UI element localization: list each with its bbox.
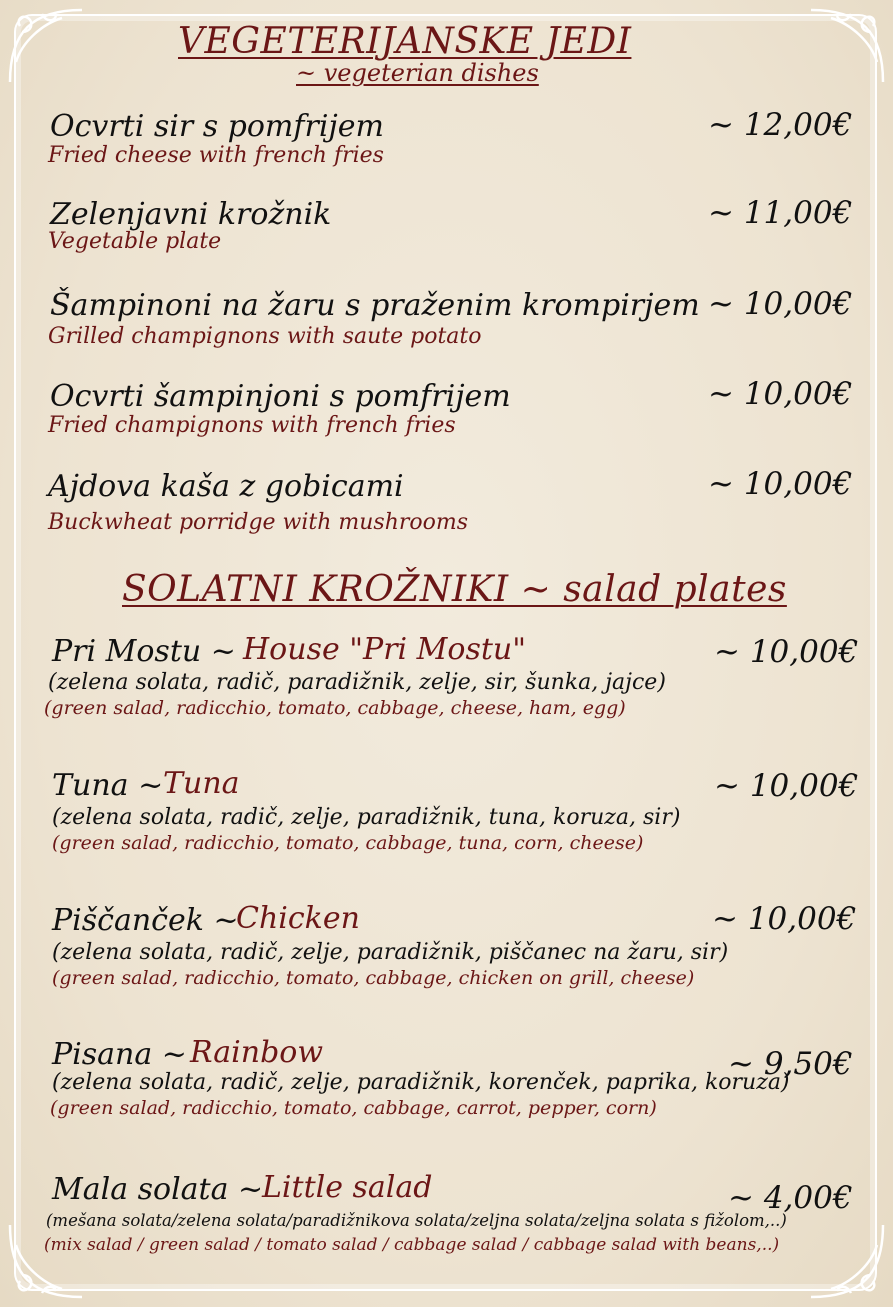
salad-name: Pri Mostu ~: [52, 634, 236, 669]
corner-flourish-icon: [801, 2, 891, 92]
salad-ingredients: (zelena solata, radič, paradižnik, zelje, sir, šunka, jajce): [48, 670, 666, 695]
dish-price: ~ 11,00€: [708, 195, 853, 231]
salad-price: ~ 9,50€: [728, 1046, 853, 1082]
dish-name-en: Grilled champignons with saute potato: [48, 324, 482, 349]
salad-ingredients: (zelena solata, radič, zelje, paradižnik, korenček, paprika, koruza): [52, 1070, 790, 1095]
salad-ingredients: (mešana solata/zelena solata/paradižnikova solata/zeljna solata/zeljna solata s fižolom,..): [46, 1211, 787, 1230]
salad-name: Mala solata ~: [52, 1172, 264, 1207]
salad-name: Tuna ~: [52, 768, 164, 803]
salad-name-en: Chicken: [236, 901, 360, 936]
section-subtitle-vegetarian: ~ vegeterian dishes: [296, 59, 539, 87]
dish-name-en: Fried cheese with french fries: [48, 143, 384, 168]
salad-name-en: Rainbow: [190, 1035, 324, 1070]
dish-name: Šampinoni na žaru s praženim krompirjem: [50, 288, 700, 323]
dish-price: ~ 12,00€: [708, 107, 853, 143]
dish-name-en: Fried champignons with french fries: [48, 413, 456, 438]
salad-ingredients: (zelena solata, radič, zelje, paradižnik, piščanec na žaru, sir): [52, 940, 729, 965]
salad-ingredients-en: (green salad, radicchio, tomato, cabbage, tuna, corn, cheese): [52, 832, 644, 854]
salad-name-en: Tuna: [163, 766, 240, 801]
salad-price: ~ 10,00€: [712, 901, 857, 937]
dish-name: Zelenjavni krožnik: [50, 197, 332, 232]
dish-name-en: Buckwheat porridge with mushrooms: [48, 510, 469, 535]
salad-ingredients-en: (green salad, radicchio, tomato, cabbage, chicken on grill, cheese): [52, 967, 695, 989]
dish-name: Ocvrti šampinjoni s pomfrijem: [50, 379, 511, 414]
salad-price: ~ 10,00€: [714, 768, 859, 804]
dish-name-en: Vegetable plate: [48, 229, 222, 254]
section-title-vegetarian: VEGETERIJANSKE JEDI: [178, 21, 632, 62]
dish-name: Ocvrti sir s pomfrijem: [50, 109, 384, 144]
dish-price: ~ 10,00€: [708, 286, 853, 322]
dish-price: ~ 10,00€: [708, 376, 853, 412]
salad-name: Piščanček ~: [52, 903, 239, 938]
section-title-salads: SOLATNI KROŽNIKI ~ salad plates: [122, 569, 787, 610]
salad-price: ~ 4,00€: [728, 1180, 853, 1216]
salad-price: ~ 10,00€: [714, 634, 859, 670]
salad-ingredients: (zelena solata, radič, zelje, paradižnik, tuna, koruza, sir): [52, 805, 681, 830]
salad-ingredients-en: (green salad, radicchio, tomato, cabbage, cheese, ham, egg): [44, 697, 626, 719]
dish-name: Ajdova kaša z gobicami: [48, 469, 404, 504]
corner-flourish-icon: [801, 1215, 891, 1305]
salad-name-en: Little salad: [262, 1170, 433, 1205]
salad-name-en: House "Pri Mostu": [243, 632, 527, 667]
salad-ingredients-en: (mix salad / green salad / tomato salad / cabbage salad / cabbage salad with beans,..): [44, 1235, 780, 1255]
salad-name: Pisana ~: [52, 1037, 187, 1072]
salad-ingredients-en: (green salad, radicchio, tomato, cabbage, carrot, pepper, corn): [50, 1097, 657, 1119]
corner-flourish-icon: [2, 2, 92, 92]
dish-price: ~ 10,00€: [708, 466, 853, 502]
